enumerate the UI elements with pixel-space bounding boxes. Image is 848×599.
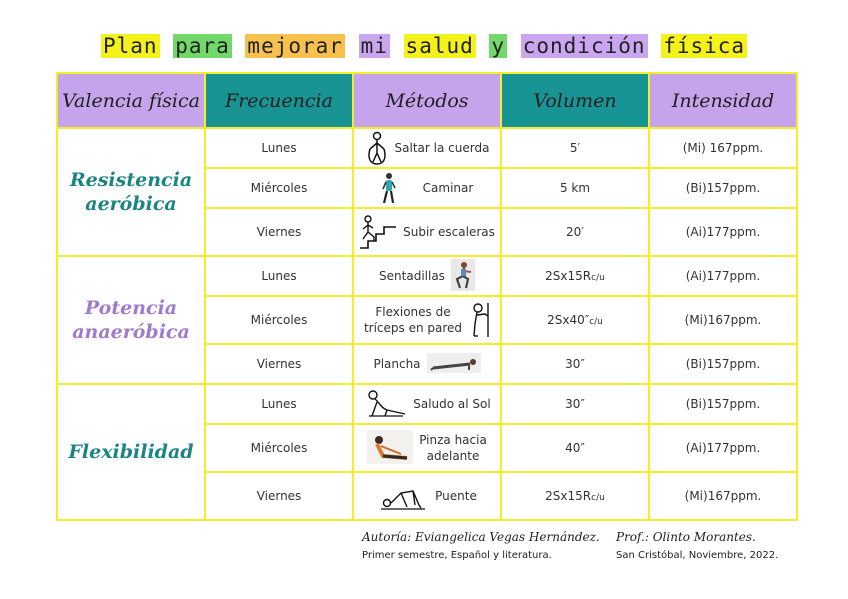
frecuencia-cell: Viernes xyxy=(205,208,353,256)
stairs-climb-icon xyxy=(359,215,397,249)
intensidad-cell: (Mi)167ppm. xyxy=(649,296,797,344)
plank-photo xyxy=(427,353,481,376)
metodo-label: Pinza hacia adelante xyxy=(419,433,487,463)
volumen-cell: 30″ xyxy=(501,384,649,424)
frecuencia-cell: Lunes xyxy=(205,384,353,424)
metodo-cell xyxy=(353,424,501,472)
volumen-cell: 5′ xyxy=(501,128,649,168)
title-word: física xyxy=(663,34,746,58)
walking-person-icon xyxy=(381,171,397,205)
forward-fold-photo xyxy=(367,430,413,467)
volumen-cell: 5 km xyxy=(501,168,649,208)
metodo-cell xyxy=(353,472,501,520)
title-word: y xyxy=(491,34,506,58)
frecuencia-cell: Viernes xyxy=(205,472,353,520)
metodo-cell xyxy=(353,208,501,256)
metodo-label: Saludo al Sol xyxy=(413,397,491,411)
jump-rope-icon xyxy=(365,131,389,165)
valencia-resistencia-aerobica: Resistencia aeróbica xyxy=(57,128,205,256)
professor-signature: Prof.: Olinto Morantes. xyxy=(616,530,756,544)
intensidad-cell: (Mi)167ppm. xyxy=(649,472,797,520)
metodo-cell xyxy=(353,384,501,424)
title-word: salud xyxy=(405,34,474,58)
intensidad-cell: (Ai)177ppm. xyxy=(649,256,797,296)
title-word: mi xyxy=(360,34,388,58)
metodo-cell xyxy=(353,296,501,344)
volumen-cell: 40″ xyxy=(501,424,649,472)
header-valencia: Valencia física xyxy=(57,73,205,128)
intensidad-cell: (Ai)177ppm. xyxy=(649,424,797,472)
title-word: Plan xyxy=(102,34,158,58)
author-signature: Autoría: Eviangelica Vegas Hernández. xyxy=(362,530,600,544)
table-row xyxy=(57,128,797,168)
frecuencia-cell: Miércoles xyxy=(205,168,353,208)
valencia-potencia-anaerobica: Potencia anaeróbica xyxy=(57,256,205,384)
volumen-cell: 2Sx15Rc/u xyxy=(501,472,649,520)
intensidad-cell: (Bi)157ppm. xyxy=(649,168,797,208)
intensidad-cell: (Bi)157ppm. xyxy=(649,384,797,424)
volumen-cell: 2Sx40″c/u xyxy=(501,296,649,344)
header-metodos: Métodos xyxy=(353,73,501,128)
title-word: condición xyxy=(522,34,646,58)
volumen-cell: 20′ xyxy=(501,208,649,256)
metodo-label: Puente xyxy=(435,489,477,503)
intensidad-cell: (Mi) 167ppm. xyxy=(649,128,797,168)
header-volumen: Volumen xyxy=(501,73,649,128)
metodo-cell xyxy=(353,168,501,208)
wall-pushup-icon xyxy=(468,302,490,338)
metodo-label: Saltar la cuerda xyxy=(394,141,490,155)
intensidad-cell: (Ai)177ppm. xyxy=(649,208,797,256)
page-title xyxy=(0,34,848,58)
frecuencia-cell: Miércoles xyxy=(205,296,353,344)
metodo-cell xyxy=(353,128,501,168)
header-intensidad: Intensidad xyxy=(649,73,797,128)
professor-block xyxy=(616,530,778,561)
title-word: mejorar xyxy=(247,34,343,58)
metodo-cell xyxy=(353,344,501,384)
table-row xyxy=(57,256,797,296)
volumen-cell: 30″ xyxy=(501,344,649,384)
training-plan-table xyxy=(56,72,798,521)
metodo-cell xyxy=(353,256,501,296)
frecuencia-cell: Lunes xyxy=(205,256,353,296)
frecuencia-cell: Viernes xyxy=(205,344,353,384)
volumen-cell: 2Sx15Rc/u xyxy=(501,256,649,296)
metodo-label: Plancha xyxy=(373,357,421,371)
table-header-row xyxy=(57,73,797,128)
frecuencia-cell: Lunes xyxy=(205,128,353,168)
title-word: para xyxy=(175,34,230,58)
metodo-label: Subir escaleras xyxy=(403,225,495,239)
author-detail: Primer semestre, Español y literatura. xyxy=(362,550,552,561)
table-row xyxy=(57,384,797,424)
metodo-label: Sentadillas xyxy=(379,269,445,283)
metodo-label: Flexiones de tríceps en pared xyxy=(363,305,463,335)
bridge-pose-icon xyxy=(377,481,429,511)
frecuencia-cell: Miércoles xyxy=(205,424,353,472)
author-block xyxy=(362,530,600,561)
metodo-label: Caminar xyxy=(422,181,474,195)
header-frecuencia: Frecuencia xyxy=(205,73,353,128)
intensidad-cell: (Bi)157ppm. xyxy=(649,344,797,384)
valencia-flexibilidad: Flexibilidad xyxy=(57,384,205,520)
place-date: San Cristóbal, Noviembre, 2022. xyxy=(616,550,779,561)
sun-salutation-icon xyxy=(363,390,407,418)
squat-photo xyxy=(451,259,475,294)
